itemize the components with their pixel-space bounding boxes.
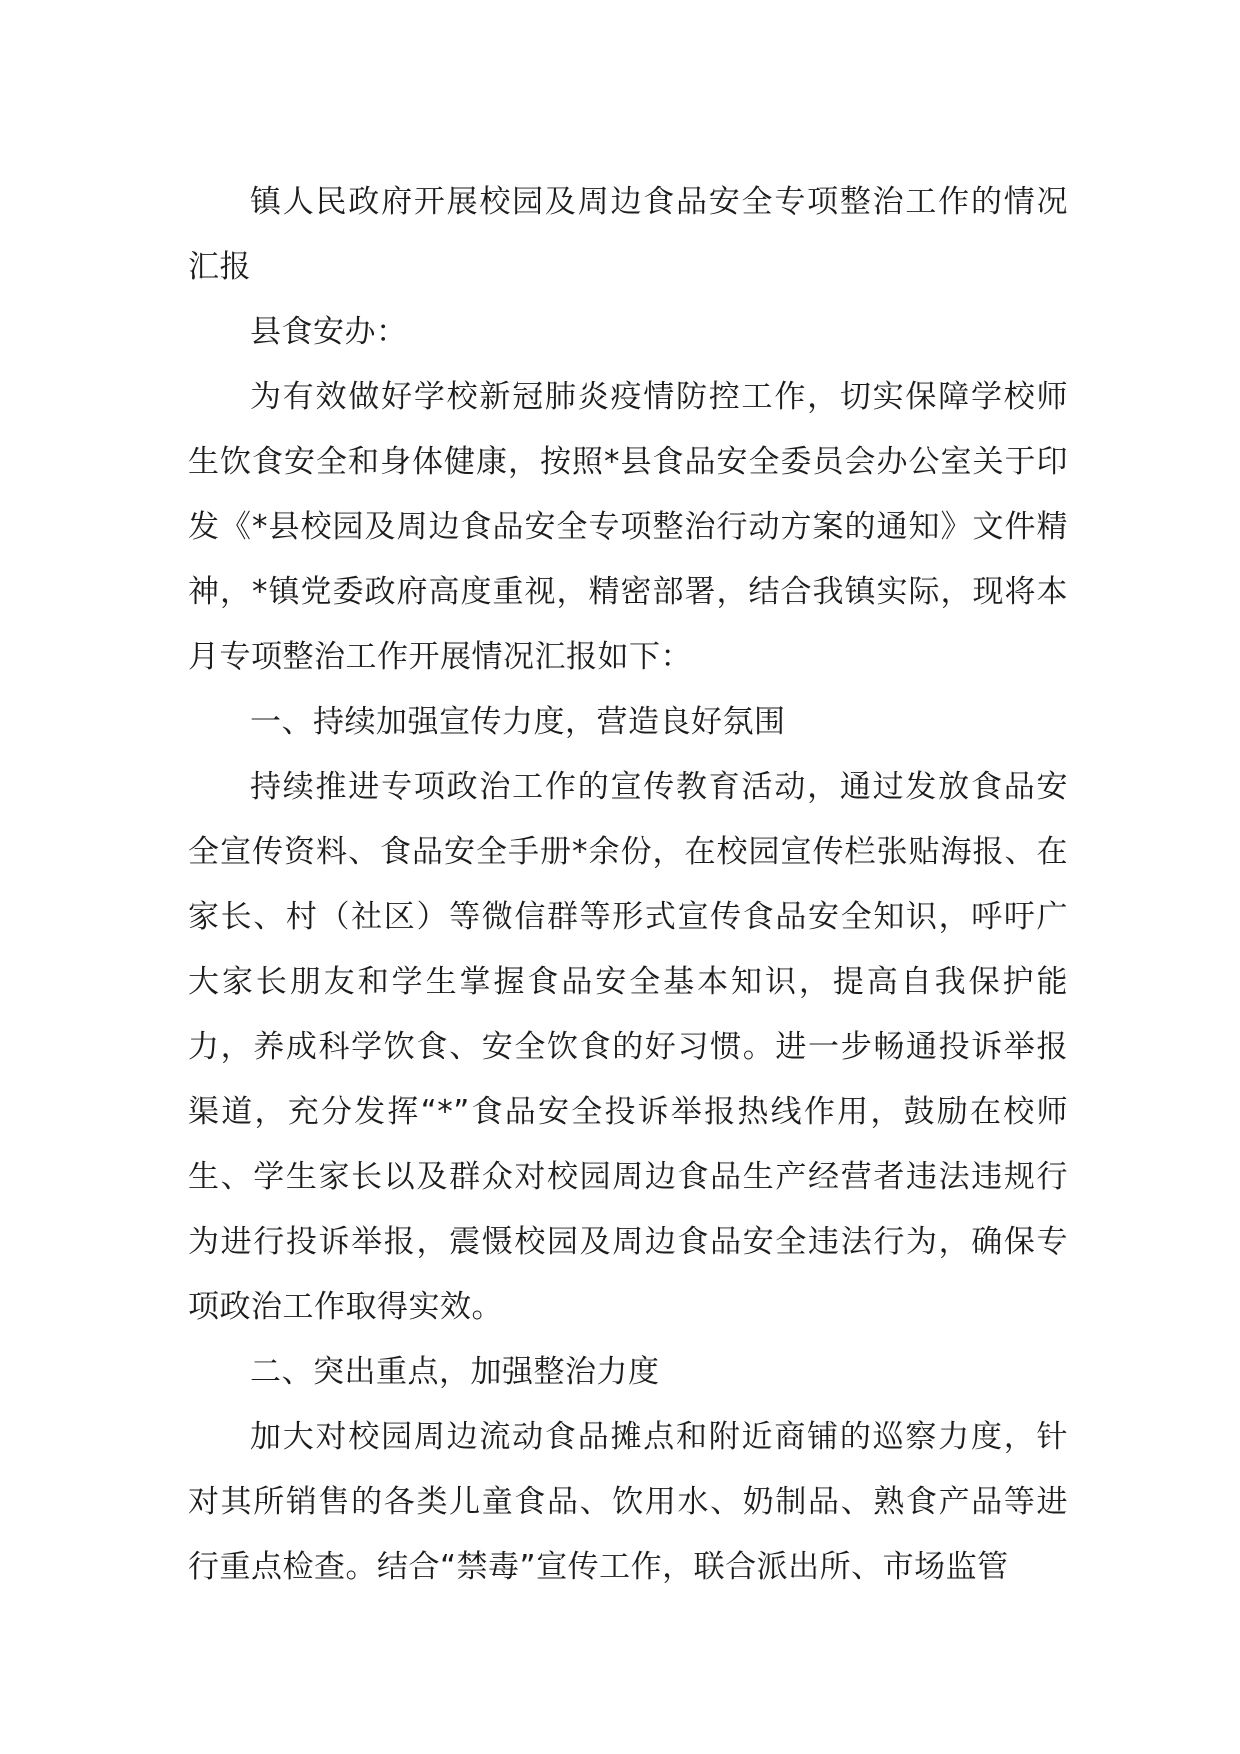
section-2-heading: 二、突出重点，加强整治力度 [250,1354,660,1390]
addressee: 县食安办： [250,314,408,350]
document-title: 镇人民政府开展校园及周边食品安全专项整治工作的情况汇报 [188,184,1068,285]
section-1-paragraph: 持续推进专项政治工作的宣传教育活动，通过发放食品安全宣传资料、食品安全手册*余份，在校园宣传栏张贴海报、在家长、村（社区）等微信群等形式宣传食品安全知识，呼吁广大家长朋友和学生掌握食品安全基本知识，提高自我保护能力，养成科学饮食、安全饮食的好习惯。进一步畅通投诉举报渠道，充分发挥“*”食品安全投诉举报热线作用，鼓励在校师生、学生家长以及群众对校园周边食品生产经营者违法违规行为进行投诉举报，震慑校园及周边食品安全违法行为，确保专项政治工作取得实效。 [188,769,1068,1325]
section-1-heading: 一、持续加强宣传力度，营造良好氛围 [250,704,786,740]
intro-paragraph: 为有效做好学校新冠肺炎疫情防控工作，切实保障学校师生饮食安全和身体健康，按照*县食品安全委员会办公室关于印发《*县校园及周边食品安全专项整治行动方案的通知》文件精神，*镇党委政府高度重视，精密部署，结合我镇实际，现将本月专项整治工作开展情况汇报如下： [188,379,1068,675]
section-2-paragraph: 加大对校园周边流动食品摊点和附近商铺的巡察力度，针对其所销售的各类儿童食品、饮用水、奶制品、熟食产品等进行重点检查。结合“禁毒”宣传工作，联合派出所、市场监管 [188,1419,1068,1585]
document-body [188,170,1068,1600]
